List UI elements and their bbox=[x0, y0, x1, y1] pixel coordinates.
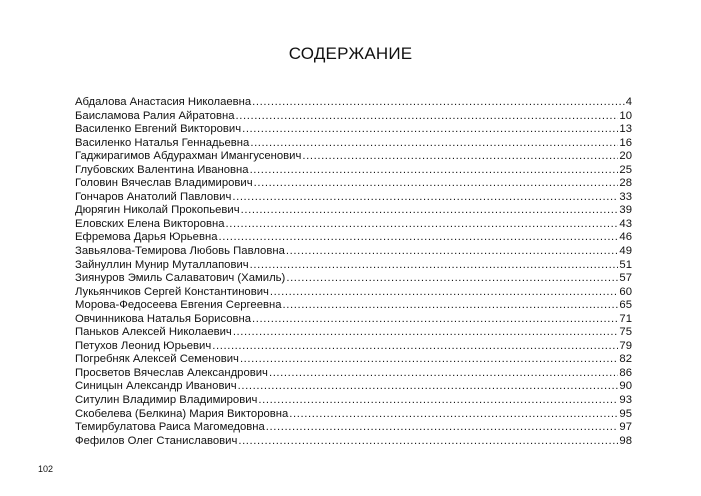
toc-entry-name: Погребняк Алексей Семенович bbox=[75, 353, 239, 366]
toc-entry-name: Ефремова Дарья Юрьевна bbox=[75, 231, 218, 244]
toc-entry-page: 60 bbox=[619, 285, 632, 298]
toc-entry bbox=[75, 137, 632, 151]
toc-entry-page: 49 bbox=[619, 245, 632, 258]
toc-entry-page: 98 bbox=[619, 434, 632, 447]
toc-entry-page: 75 bbox=[619, 326, 632, 339]
toc-entry-page: 4 bbox=[625, 96, 632, 108]
toc-entry-page: 46 bbox=[619, 231, 632, 244]
table-of-contents bbox=[75, 96, 632, 448]
toc-entry-name: Еловских Елена Викторовна bbox=[75, 217, 225, 230]
toc-entry-page: 57 bbox=[619, 272, 632, 285]
toc-dot-leader bbox=[238, 435, 618, 449]
toc-dot-leader bbox=[226, 218, 619, 232]
toc-entry-name: Овчинникова Наталья Борисовна bbox=[75, 312, 252, 325]
toc-dot-leader bbox=[270, 286, 619, 300]
toc-entry-page: 25 bbox=[619, 163, 632, 176]
toc-entry bbox=[75, 150, 632, 164]
toc-entry-page: 82 bbox=[619, 353, 632, 366]
toc-dot-leader bbox=[254, 177, 619, 191]
toc-dot-leader bbox=[232, 191, 618, 205]
toc-entry bbox=[75, 353, 632, 367]
toc-dot-leader bbox=[266, 421, 619, 435]
toc-entry-name: Фефилов Олег Станиславович bbox=[75, 434, 238, 447]
toc-dot-leader bbox=[242, 123, 618, 137]
toc-dot-leader bbox=[238, 380, 619, 394]
toc-entry-page: 33 bbox=[619, 190, 632, 203]
toc-entry bbox=[75, 313, 632, 327]
toc-entry-name: Зайнуллин Мунир Муталлапович bbox=[75, 258, 249, 271]
toc-entry-name: Синицын Александр Иванович bbox=[75, 380, 237, 393]
toc-entry bbox=[75, 286, 632, 300]
toc-dot-leader bbox=[233, 326, 619, 340]
toc-entry-name: Зиянуров Эмиль Салаватович (Хамиль) bbox=[75, 272, 286, 285]
toc-entry-page: 51 bbox=[619, 258, 632, 271]
toc-entry-name: Паньков Алексей Николаевич bbox=[75, 326, 232, 339]
toc-entry bbox=[75, 177, 632, 191]
toc-entry-page: 95 bbox=[619, 407, 632, 420]
toc-entry-page: 65 bbox=[619, 299, 632, 312]
toc-entry bbox=[75, 218, 632, 232]
toc-dot-leader bbox=[250, 259, 619, 273]
toc-entry bbox=[75, 367, 632, 381]
toc-entry-name: Петухов Леонид Юрьевич bbox=[75, 339, 212, 352]
toc-dot-leader bbox=[240, 353, 618, 367]
toc-entry-name: Василенко Наталья Геннадьевна bbox=[75, 136, 250, 149]
toc-entry-name: Василенко Евгений Викторович bbox=[75, 123, 242, 136]
toc-entry-name: Гаджирагимов Абдурахман Имангусенович bbox=[75, 150, 302, 163]
toc-entry-name: Скобелева (Белкина) Мария Викторовна bbox=[75, 407, 289, 420]
toc-dot-leader bbox=[250, 164, 619, 178]
toc-entry-name: Абдалова Анастасия Николаевна bbox=[75, 96, 252, 108]
toc-dot-leader bbox=[236, 110, 619, 124]
page-number: 102 bbox=[38, 464, 54, 474]
toc-entry-name: Завьялова-Темирова Любовь Павловна bbox=[75, 245, 285, 258]
toc-entry-name: Гончаров Анатолий Павлович bbox=[75, 190, 232, 203]
toc-dot-leader bbox=[286, 245, 619, 259]
toc-entry-page: 13 bbox=[619, 123, 632, 136]
toc-entry bbox=[75, 421, 632, 435]
toc-dot-leader bbox=[289, 408, 618, 422]
toc-entry-name: Глубовских Валентина Ивановна bbox=[75, 163, 249, 176]
toc-entry bbox=[75, 299, 632, 313]
toc-dot-leader bbox=[302, 150, 618, 164]
toc-dot-leader bbox=[219, 231, 619, 245]
toc-entry bbox=[75, 326, 632, 340]
toc-entry-name: Баисламова Ралия Айратовна bbox=[75, 109, 235, 122]
toc-entry bbox=[75, 408, 632, 422]
toc-dot-leader bbox=[212, 340, 618, 354]
toc-dot-leader bbox=[258, 394, 618, 408]
toc-entry-page: 43 bbox=[619, 217, 632, 230]
toc-dot-leader bbox=[252, 313, 618, 327]
toc-dot-leader bbox=[283, 299, 619, 313]
toc-entry bbox=[75, 191, 632, 205]
toc-entry-name: Просветов Вячеслав Александрович bbox=[75, 366, 268, 379]
toc-entry bbox=[75, 435, 632, 449]
toc-entry bbox=[75, 394, 632, 408]
toc-dot-leader bbox=[252, 96, 625, 110]
toc-dot-leader bbox=[269, 367, 618, 381]
toc-entry-page: 16 bbox=[619, 136, 632, 149]
toc-entry-page: 71 bbox=[619, 312, 632, 325]
toc-entry-page: 93 bbox=[619, 394, 632, 407]
toc-entry bbox=[75, 231, 632, 245]
page-title: СОДЕРЖАНИЕ bbox=[288, 44, 413, 63]
toc-entry-name: Дюрягин Николай Прокопьевич bbox=[75, 204, 240, 217]
toc-entry-page: 90 bbox=[619, 380, 632, 393]
toc-dot-leader bbox=[286, 272, 618, 286]
toc-entry-page: 28 bbox=[619, 177, 632, 190]
toc-entry-page: 10 bbox=[619, 109, 632, 122]
toc-entry-name: Морова-Федосеева Евгения Сергеевна bbox=[75, 299, 282, 312]
toc-entry bbox=[75, 259, 632, 273]
toc-entry-page: 39 bbox=[619, 204, 632, 217]
toc-entry-page: 79 bbox=[619, 339, 632, 352]
toc-entry bbox=[75, 245, 632, 259]
toc-entry bbox=[75, 123, 632, 137]
toc-dot-leader bbox=[250, 137, 618, 151]
toc-entry-page: 86 bbox=[619, 366, 632, 379]
toc-entry bbox=[75, 96, 632, 110]
toc-entry bbox=[75, 204, 632, 218]
toc-entry bbox=[75, 380, 632, 394]
toc-entry-page: 97 bbox=[619, 421, 632, 434]
toc-entry bbox=[75, 164, 632, 178]
toc-entry-name: Головин Вячеслав Владимирович bbox=[75, 177, 253, 190]
toc-entry-name: Темирбулатова Раиса Магомедовна bbox=[75, 421, 265, 434]
toc-entry-name: Ситулин Владимир Владимирович bbox=[75, 394, 258, 407]
toc-entry bbox=[75, 272, 632, 286]
toc-entry-name: Лукьянчиков Сергей Константинович bbox=[75, 285, 269, 298]
toc-entry bbox=[75, 340, 632, 354]
toc-entry-page: 20 bbox=[619, 150, 632, 163]
toc-entry bbox=[75, 110, 632, 124]
toc-dot-leader bbox=[241, 204, 619, 218]
